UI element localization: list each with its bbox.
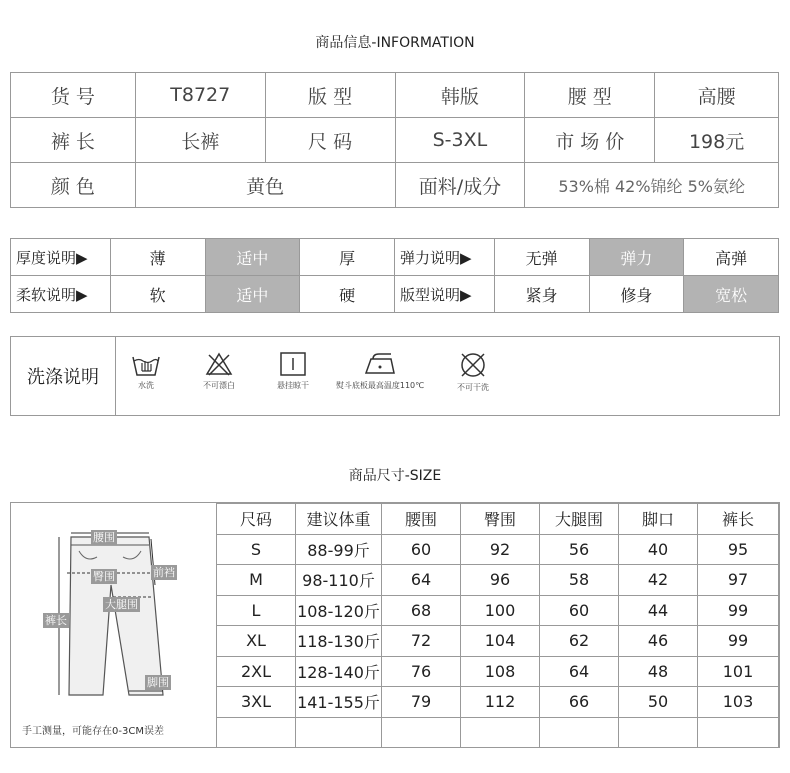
label-softness: 柔软说明▶	[11, 276, 111, 313]
value-price: 198元	[655, 118, 779, 163]
size-cell: 97	[698, 565, 779, 596]
size-cell: M	[217, 565, 296, 596]
wash-label: 洗涤说明	[11, 337, 116, 415]
size-cell: XL	[217, 626, 296, 657]
opt-stretch: 弹力	[589, 239, 684, 276]
size-cell: 96	[461, 565, 540, 596]
opt-high-stretch: 高弹	[684, 239, 779, 276]
label-color: 颜 色	[11, 163, 136, 208]
size-cell: 76	[382, 656, 461, 687]
size-header-row	[217, 504, 779, 535]
value-fabric: 53%棉 42%锦纶 5%氨纶	[525, 163, 779, 208]
size-cell: 108	[461, 656, 540, 687]
size-cell: 99	[698, 595, 779, 626]
size-row	[217, 565, 779, 596]
opt-soft: 软	[110, 276, 205, 313]
value-item-no: T8727	[135, 73, 265, 118]
opt-thin: 薄	[110, 239, 205, 276]
diagram-label-hip: 臀围	[93, 570, 115, 583]
wash-item	[263, 351, 323, 391]
size-section-title: 商品尺寸-SIZE	[348, 468, 442, 484]
wash-text: 不可漂白	[203, 381, 235, 390]
size-row-empty	[217, 717, 779, 748]
product-info-table	[10, 72, 779, 208]
size-row	[217, 626, 779, 657]
wash-text: 悬挂晾干	[277, 381, 309, 390]
size-row	[217, 595, 779, 626]
wash-item	[325, 351, 435, 391]
size-header: 大腿围	[540, 504, 619, 535]
label-item-no: 货 号	[11, 73, 136, 118]
size-cell: 64	[382, 565, 461, 596]
value-waist-type: 高腰	[655, 73, 779, 118]
wash-item	[443, 351, 503, 393]
size-cell: S	[217, 534, 296, 565]
label-thickness: 厚度说明▶	[11, 239, 111, 276]
info-row	[11, 163, 779, 208]
size-header: 尺码	[217, 504, 296, 535]
size-cell: 98-110斤	[296, 565, 382, 596]
size-cell: 101	[698, 656, 779, 687]
size-cell: 88-99斤	[296, 534, 382, 565]
label-fit: 版 型	[265, 73, 395, 118]
size-cell: 66	[540, 687, 619, 718]
size-cell: 2XL	[217, 656, 296, 687]
size-cell: 79	[382, 687, 461, 718]
size-cell: 50	[619, 687, 698, 718]
diagram-label-length: 裤长	[45, 614, 67, 627]
size-cell: 64	[540, 656, 619, 687]
size-cell: 56	[540, 534, 619, 565]
size-cell: 128-140斤	[296, 656, 382, 687]
size-header: 建议体重	[296, 504, 382, 535]
value-color: 黄色	[135, 163, 395, 208]
attr-row	[11, 239, 779, 276]
size-header: 腰围	[382, 504, 461, 535]
attr-row	[11, 276, 779, 313]
size-cell: 48	[619, 656, 698, 687]
label-fabric: 面料/成分	[395, 163, 525, 208]
diagram-label-hem: 脚围	[147, 676, 169, 689]
diagram-label-waist: 腰围	[93, 531, 115, 544]
size-cell: L	[217, 595, 296, 626]
info-row	[11, 73, 779, 118]
size-row	[217, 534, 779, 565]
size-cell: 100	[461, 595, 540, 626]
label-stretch: 弹力说明▶	[394, 239, 494, 276]
wash-instructions	[10, 336, 780, 416]
size-cell: 103	[698, 687, 779, 718]
opt-no-stretch: 无弹	[494, 239, 589, 276]
size-cell: 72	[382, 626, 461, 657]
wash-text: 不可干洗	[457, 383, 489, 392]
size-cell: 141-155斤	[296, 687, 382, 718]
value-length: 长裤	[135, 118, 265, 163]
size-cell: 108-120斤	[296, 595, 382, 626]
wash-item	[121, 351, 171, 391]
size-cell: 60	[540, 595, 619, 626]
wash-text: 水洗	[138, 381, 154, 390]
opt-slim: 修身	[589, 276, 684, 313]
size-cell: 112	[461, 687, 540, 718]
hang-dry-icon	[278, 351, 308, 377]
size-cell: 44	[619, 595, 698, 626]
size-cell: 60	[382, 534, 461, 565]
size-table	[216, 503, 779, 748]
size-cell: 58	[540, 565, 619, 596]
label-cut: 版型说明▶	[394, 276, 494, 313]
info-row	[11, 118, 779, 163]
size-cell: 118-130斤	[296, 626, 382, 657]
size-cell: 95	[698, 534, 779, 565]
info-section-title: 商品信息-INFORMATION	[315, 35, 475, 51]
diagram-label-front-rise: 前裆	[153, 566, 175, 579]
size-row	[217, 656, 779, 687]
size-cell: 99	[698, 626, 779, 657]
size-header: 脚口	[619, 504, 698, 535]
no-bleach-icon	[204, 351, 234, 377]
no-dry-clean-icon	[458, 351, 488, 379]
size-cell: 92	[461, 534, 540, 565]
opt-hard: 硬	[300, 276, 395, 313]
label-length: 裤 长	[11, 118, 136, 163]
iron-icon	[363, 351, 397, 377]
size-cell: 42	[619, 565, 698, 596]
size-cell: 68	[382, 595, 461, 626]
opt-tight: 紧身	[494, 276, 589, 313]
hand-wash-icon	[131, 351, 161, 377]
size-cell: 46	[619, 626, 698, 657]
size-cell: 62	[540, 626, 619, 657]
wash-item	[189, 351, 249, 391]
opt-softness-medium: 适中	[205, 276, 300, 313]
opt-thickness-medium: 适中	[205, 239, 300, 276]
size-cell: 40	[619, 534, 698, 565]
size-header: 臀围	[461, 504, 540, 535]
value-fit: 韩版	[395, 73, 525, 118]
size-cell: 104	[461, 626, 540, 657]
size-section	[10, 502, 780, 748]
label-size: 尺 码	[265, 118, 395, 163]
opt-loose: 宽松	[684, 276, 779, 313]
opt-thick: 厚	[300, 239, 395, 276]
attribute-table	[10, 238, 779, 313]
size-header: 裤长	[698, 504, 779, 535]
measure-note: 手工测量，可能存在0-3CM误差	[22, 726, 164, 737]
label-price: 市 场 价	[525, 118, 655, 163]
diagram-label-thigh: 大腿围	[105, 598, 138, 611]
label-waist-type: 腰 型	[525, 73, 655, 118]
value-size: S-3XL	[395, 118, 525, 163]
size-cell: 3XL	[217, 687, 296, 718]
size-row	[217, 687, 779, 718]
wash-text: 熨斗底板最高温度110℃	[335, 381, 425, 390]
